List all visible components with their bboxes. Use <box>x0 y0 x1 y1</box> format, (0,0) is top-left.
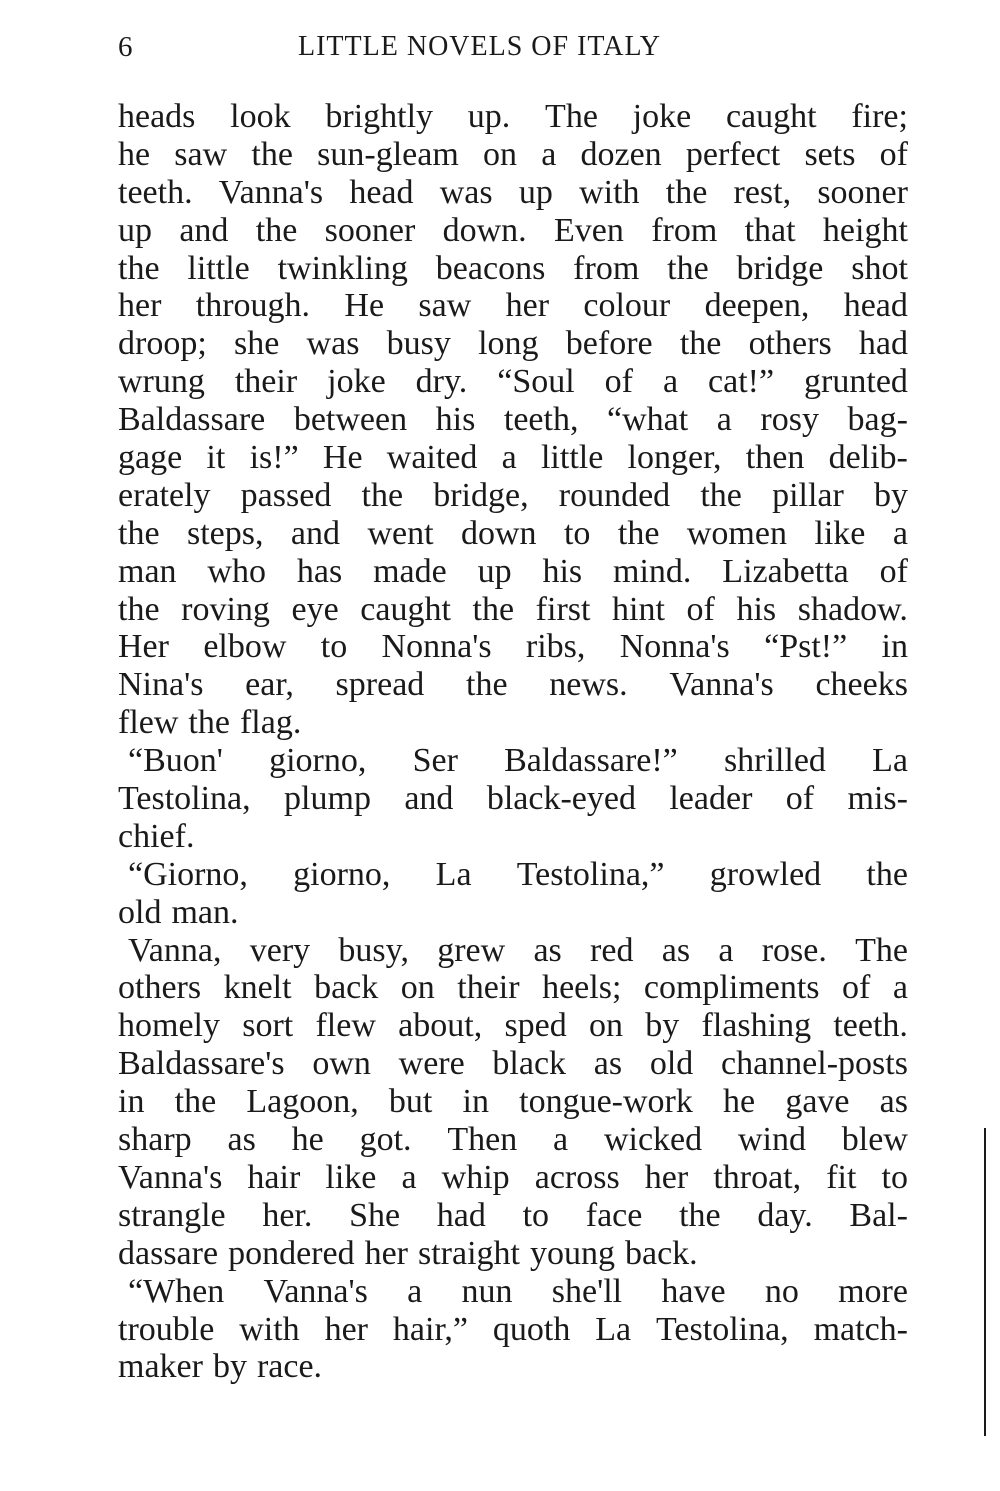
text-line: the steps, and went down to the women like a <box>118 514 908 552</box>
text-line: in the Lagoon, but in tongue-work he gave as <box>118 1083 908 1121</box>
text-line: the roving eye caught the first hint of his shadow. <box>118 590 908 628</box>
text-line: Her elbow to Nonna's ribs, Nonna's “Pst!” in <box>118 628 908 666</box>
text-line: erately passed the bridge, rounded the pillar by <box>118 476 908 514</box>
text-line: teeth. Vanna's head was up with the rest, sooner <box>118 173 908 211</box>
text-line: Vanna's hair like a whip across her throat, fit to <box>118 1158 908 1196</box>
text-line: Baldassare's own were black as old channel-posts <box>118 1045 908 1083</box>
text-line: wrung their joke dry. “Soul of a cat!” grunted <box>118 363 908 401</box>
text-line: her through. He saw her colour deepen, head <box>118 287 908 325</box>
text-line: dassare pondered her straight young back. <box>118 1234 698 1272</box>
text-line: others knelt back on their heels; compliments of a <box>118 969 908 1007</box>
text-line: the little twinkling beacons from the bridge shot <box>118 249 908 287</box>
text-line: Nina's ear, spread the news. Vanna's cheeks <box>118 666 908 704</box>
text-line: man who has made up his mind. Lizabetta of <box>118 552 908 590</box>
page-number: 6 <box>118 31 133 63</box>
text-line: “When Vanna's a nun she'll have no more <box>128 1272 908 1310</box>
text-line: “Giorno, giorno, La Testolina,” growled the <box>128 855 908 893</box>
text-line: Vanna, very busy, grew as red as a rose. The <box>128 931 908 969</box>
text-line: old man. <box>118 893 239 931</box>
text-line: strangle her. She had to face the day. Bal- <box>118 1196 908 1234</box>
text-line: heads look brightly up. The joke caught fire; <box>118 98 908 135</box>
text-line: maker by race. <box>118 1348 323 1386</box>
text-line: droop; she was busy long before the others had <box>118 325 908 363</box>
text-line: sharp as he got. Then a wicked wind blew <box>118 1121 908 1159</box>
text-line: gage it is!” He waited a little longer, then delib- <box>118 439 908 477</box>
text-block <box>118 98 908 1386</box>
text-line: flew the flag. <box>118 704 302 742</box>
text-line: homely sort flew about, sped on by flashing teeth. <box>118 1007 908 1045</box>
running-head: LITTLE NOVELS OF ITALY <box>298 31 662 62</box>
text-line: up and the sooner down. Even from that height <box>118 211 908 249</box>
text-line: trouble with her hair,” quoth La Testolina, match- <box>118 1310 908 1348</box>
text-line: he saw the sun-gleam on a dozen perfect sets of <box>118 135 908 173</box>
text-line: Testolina, plump and black-eyed leader of mis- <box>118 780 908 818</box>
text-line: “Buon' giorno, Ser Baldassare!” shrilled La <box>128 742 908 780</box>
margin-rule <box>984 1128 986 1436</box>
text-line: chief. <box>118 817 195 855</box>
text-line: Baldassare between his teeth, “what a rosy bag- <box>118 401 908 439</box>
